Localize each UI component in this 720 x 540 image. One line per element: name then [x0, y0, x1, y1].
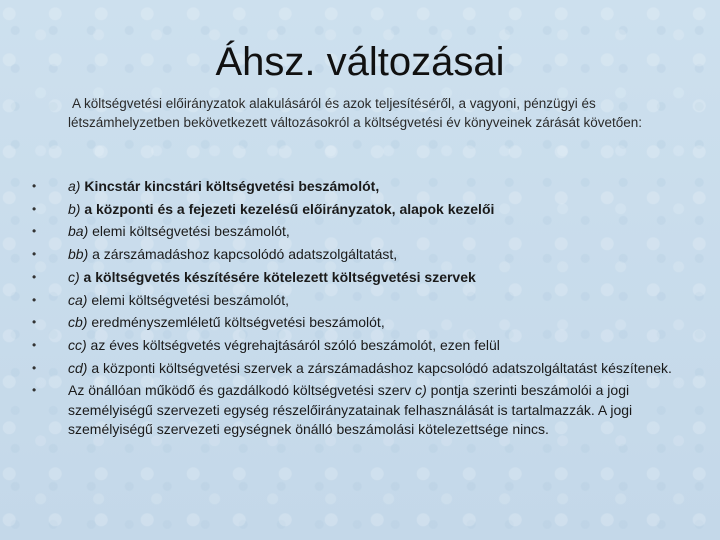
- intro-paragraph: A költségvetési előirányzatok alakulásáról és azok teljesítéséről, a vagyoni, pénzügyi és létszámhelyzetben bekövetkezett változásokról a költségvetési év könyveinek zárását követően:: [68, 96, 643, 130]
- bullet-icon: •: [32, 315, 37, 330]
- list-item: [32, 177, 682, 196]
- item-text: az éves költségvetés végrehajtásáról szóló beszámolót, ezen felül: [86, 336, 500, 353]
- list-item-note: [32, 381, 682, 439]
- slide-title: Áhsz. változásai: [215, 40, 505, 84]
- bullet-icon: •: [32, 337, 37, 352]
- note-text-after: pontja szerinti beszámolói a jogi személyiségű szervezeti egység részelőirányzatainak felhasználását is tartalmazzák. A jogi személyiségű szervezeti egységnek önálló beszámolási kötelezettsége nincs.: [68, 382, 633, 438]
- list-item: [32, 359, 682, 378]
- item-label: c): [68, 268, 80, 285]
- item-text: Kincstár kincstári költségvetési beszámolót,: [80, 178, 380, 194]
- list-item: [32, 222, 682, 241]
- item-label: ca): [68, 291, 88, 308]
- bullet-icon: •: [32, 360, 37, 375]
- bullet-icon: •: [32, 224, 37, 239]
- item-text: elemi költségvetési beszámolót,: [88, 223, 290, 240]
- bullet-icon: •: [32, 383, 37, 398]
- item-label: b): [68, 200, 81, 217]
- item-label: cc): [68, 336, 87, 353]
- item-label: cb): [68, 314, 88, 331]
- item-text: a központi és a fejezeti kezelésű előirányzatok, alapok kezelői: [80, 200, 495, 217]
- note-text-before: Az önállóan működő és gazdálkodó költségvetési szerv: [68, 382, 416, 399]
- list-item: [32, 268, 682, 287]
- item-text: a költségvetés készítésére kötelezett költségvetési szervek: [79, 268, 476, 285]
- bullet-list: [32, 177, 682, 443]
- item-text: eredményszemléletű költségvetési beszámolót,: [87, 314, 385, 331]
- item-label: bb): [68, 246, 89, 263]
- bullet-icon: •: [32, 247, 37, 262]
- item-label: a): [68, 178, 81, 194]
- item-text: a központi költségvetési szervek a zárszámadáshoz kapcsolódó adatszolgáltatást készítenek.: [87, 359, 672, 376]
- list-item: [32, 313, 682, 332]
- bullet-icon: •: [32, 269, 37, 284]
- bullet-icon: •: [32, 179, 37, 193]
- note-label: c): [415, 382, 427, 399]
- item-text: elemi költségvetési beszámolót,: [87, 291, 289, 308]
- bullet-icon: •: [32, 292, 37, 307]
- item-label: cd): [68, 359, 88, 376]
- list-item: [32, 200, 682, 219]
- item-text: a zárszámadáshoz kapcsolódó adatszolgáltatást,: [88, 246, 398, 263]
- item-label: ba): [68, 223, 89, 240]
- bullet-icon: •: [32, 201, 37, 216]
- list-item: [32, 336, 682, 355]
- list-item: [32, 245, 682, 264]
- list-item: [32, 291, 682, 310]
